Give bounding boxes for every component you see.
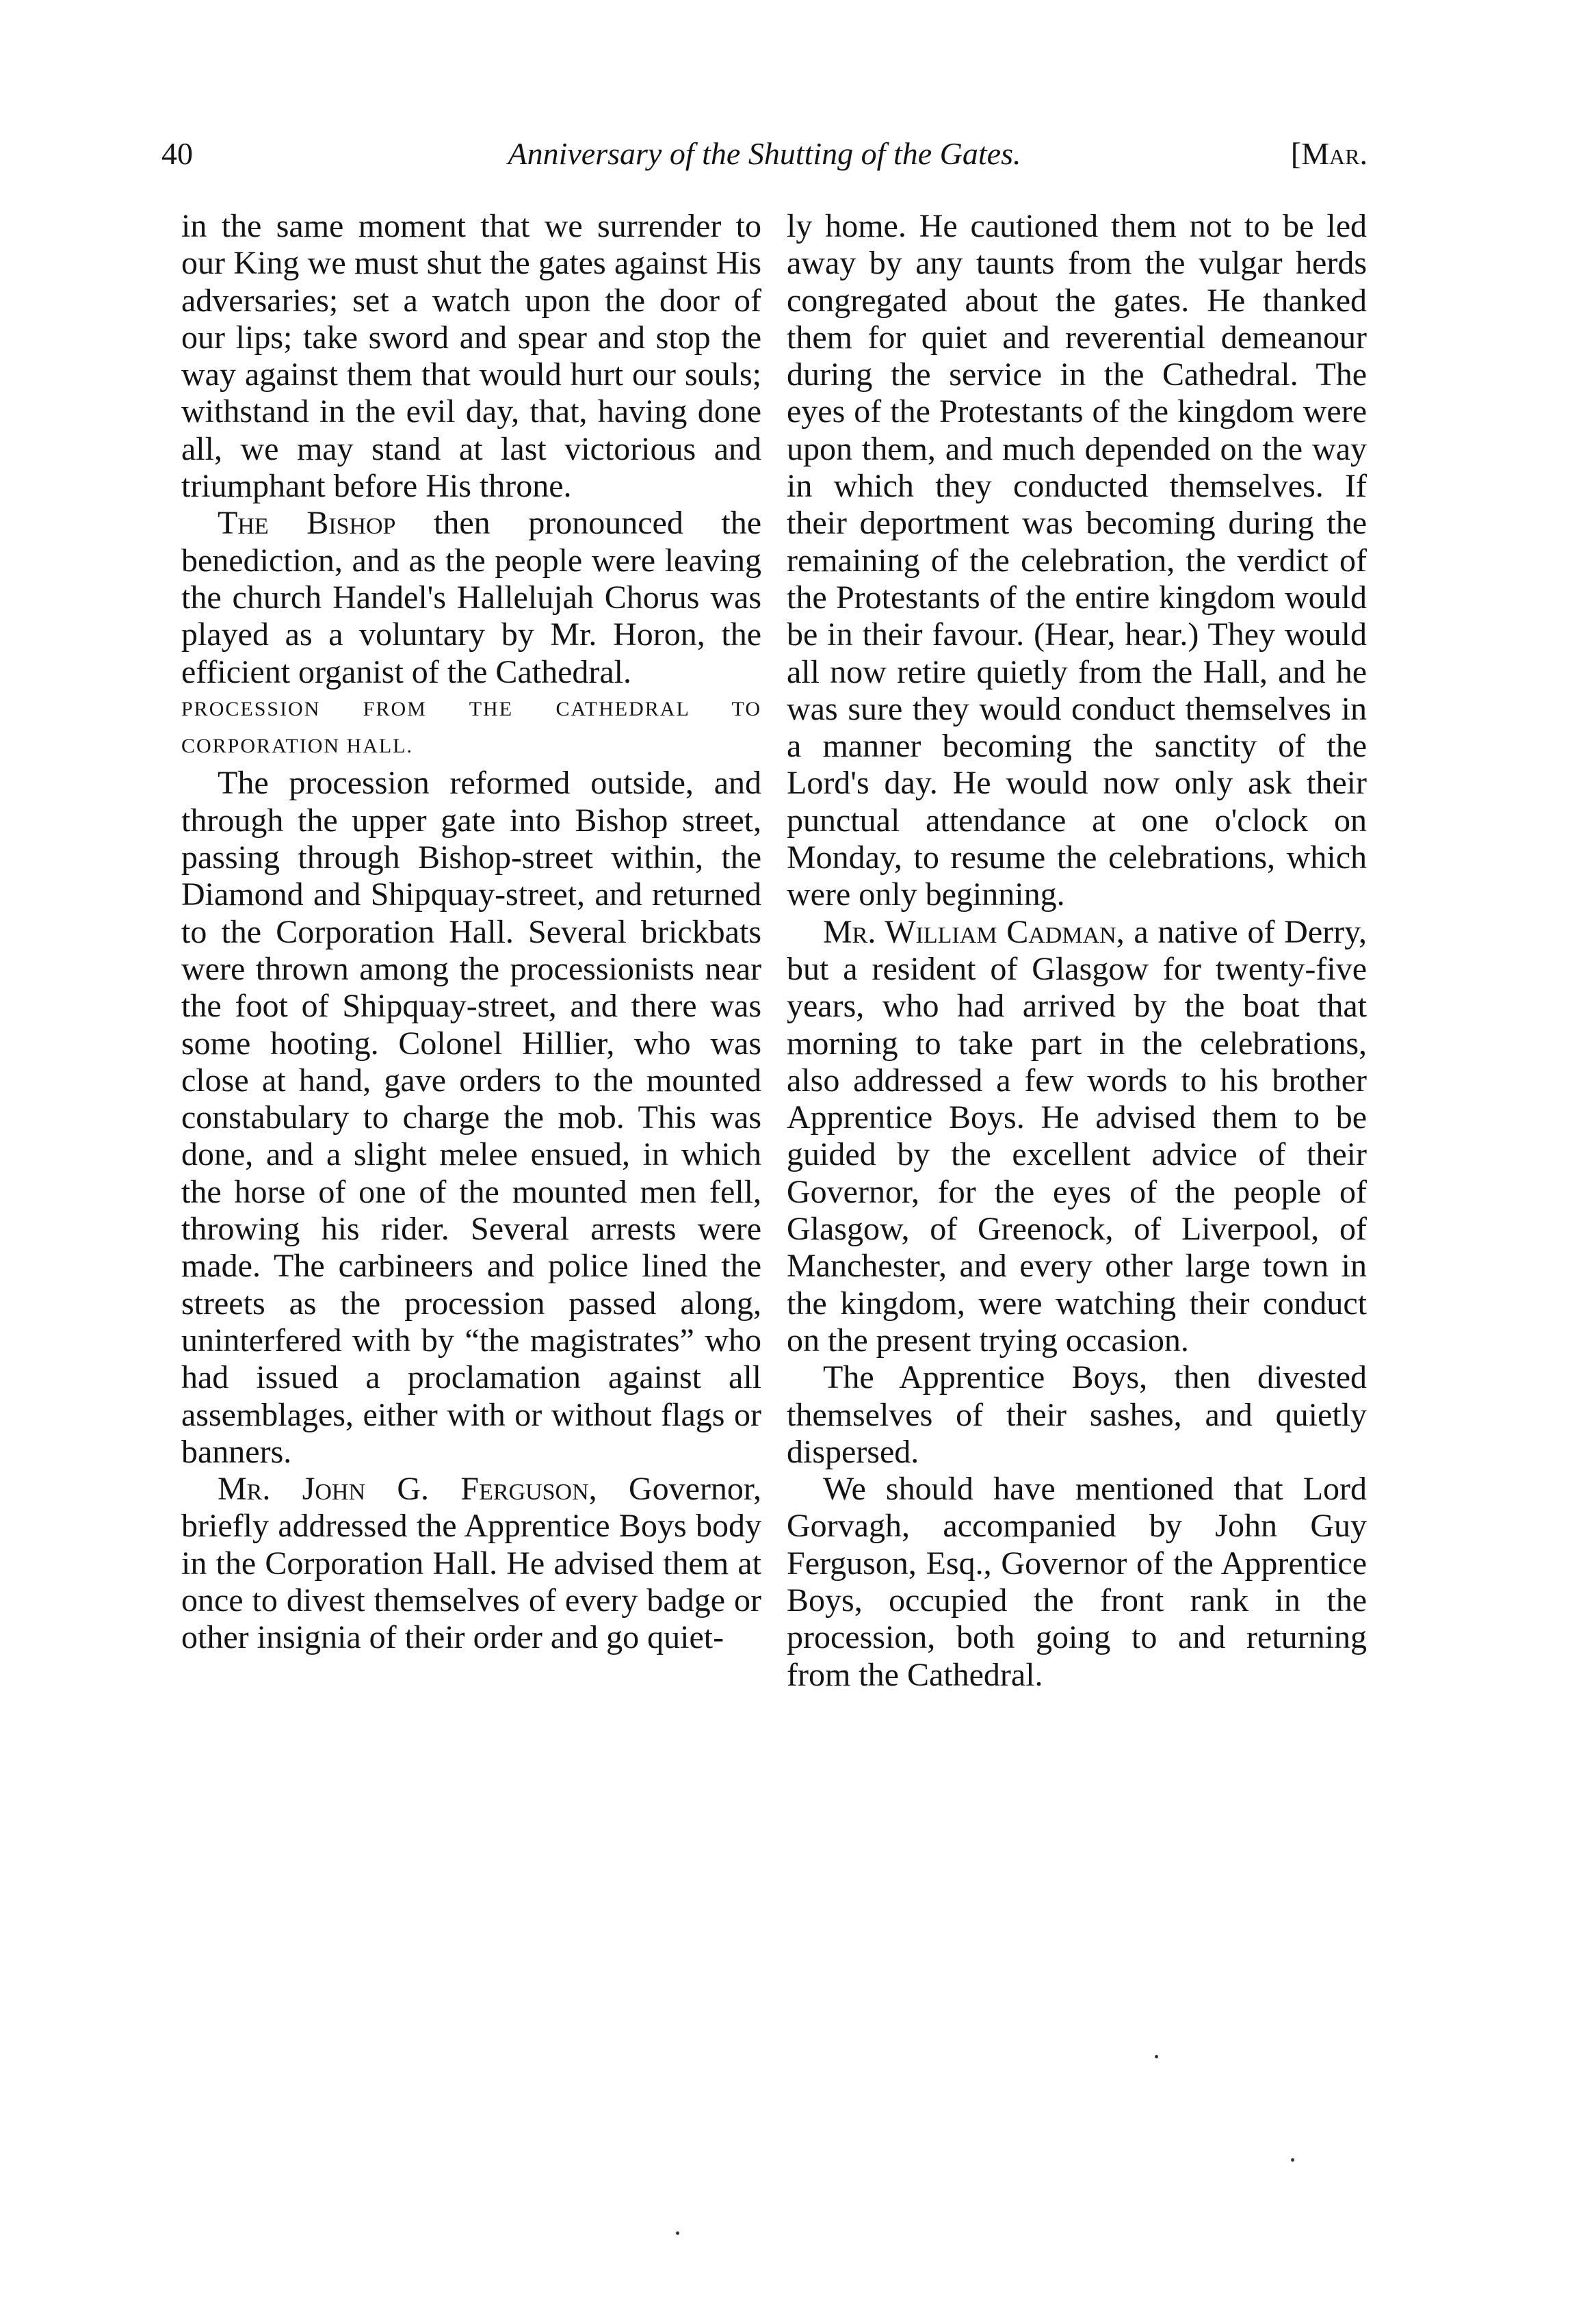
section-subheading: PROCESSION FROM THE CATHEDRAL TO CORPORATION HALL. (181, 697, 761, 758)
stray-mark (676, 2231, 679, 2235)
name-ferguson: Mr. John G. Ferguson (218, 1471, 589, 1508)
paragraph-dispersed: The Apprentice Boys, then divested themselves of their sashes, and quietly dispersed. (787, 1359, 1367, 1470)
name-bishop: The Bishop (218, 505, 396, 542)
paragraph-continuation: in the same moment that we surrender to our King we must shut the gates against His adversaries; set a watch upon the door of our lips; take sword and spear and stop the way against them that would hurt our souls; withstand in the evil day, that, having done all, we may stand at last victorious and triumphant before His throne. (181, 208, 761, 505)
page-number: 40 (161, 136, 193, 171)
paragraph-procession: The procession reformed outside, and through the upper gate into Bishop street, passing through Bishop-street within, the Diamond and Shipquay-street, and returned to the Corporation Hall. Several brickbats were thrown among the processionists near the foot of Shipquay-street, and there was some hooting. Colonel Hillier, who was close at hand, gave orders to the mounted constabulary to charge the mob. This was done, and a slight melee ensued, in which the horse of one of the mounted men fell, throwing his rider. Several arrests were made. The carbineers and police lined the streets as the procession passed along, uninterfered with by “the magistrates” who had issued a proclamation against all assemblages, either with or without flags or banners. (181, 765, 761, 1470)
paragraph-cadman (787, 914, 1367, 1360)
paragraph-continuation-right: ly home. He cautioned them not to be led away by any taunts from the vulgar herds congregated about the gates. He thanked them for quiet and reverential demeanour during the service in the Cathedral. The eyes of the Protestants of the kingdom were upon them, and much depended on the way in which they conducted themselves. If their deportment was becoming during the remaining of the celebration, the verdict of the Protestants of the entire kingdom would be in their favour. (Hear, hear.) They would all now retire quietly from the Hall, and he was sure they would conduct themselves in a manner becoming the sanctity of the Lord's day. He would now only ask their punctual attendance at one o'clock on Monday, to resume the celebrations, which were only beginning. (787, 208, 1367, 913)
section-mark: [Mar. (1290, 136, 1368, 171)
stray-mark (1155, 2055, 1158, 2058)
paragraph-ferguson (181, 1471, 761, 1656)
benediction-text: then pronounced the benediction, and as the people were leaving the church Handel's Hallelujah Chorus was played as a voluntary by Mr. Horon, the efficient organist of the Cathedral. (181, 505, 762, 690)
stray-mark (1291, 2158, 1294, 2162)
right-column (787, 208, 1367, 1694)
running-title: Anniversary of the Shutting of the Gates. (508, 136, 1021, 171)
name-cadman: Mr. William Cadman (823, 913, 1116, 950)
paragraph-benediction (181, 505, 761, 690)
cadman-text: , a native of Derry, but a resident of Glasgow for twenty-five years, who had arrived by the boat that morning to take part in the celebrations, also addressed a few words to his brother Apprentice Boys. He advised them to be guided by the excellent advice of their Governor, for the eyes of the people of Glasgow, of Greenock, of Liverpool, of Manchester, and every other large town in the kingdom, were watching their conduct on the present trying occasion. (787, 913, 1367, 1359)
paragraph-gorvagh: We should have mentioned that Lord Gorvagh, accompanied by John Guy Ferguson, Esq., Governor of the Apprentice Boys, occupied the front rank in the procession, both going to and returning from the Cathedral. (787, 1471, 1367, 1693)
running-header (161, 130, 1368, 178)
ferguson-text: , Governor, briefly addressed the Apprentice Boys body in the Corporation Hall. He advised them at once to divest themselves of every badge or other insignia of their order and go quiet- (181, 1471, 761, 1656)
left-column (181, 208, 761, 1657)
